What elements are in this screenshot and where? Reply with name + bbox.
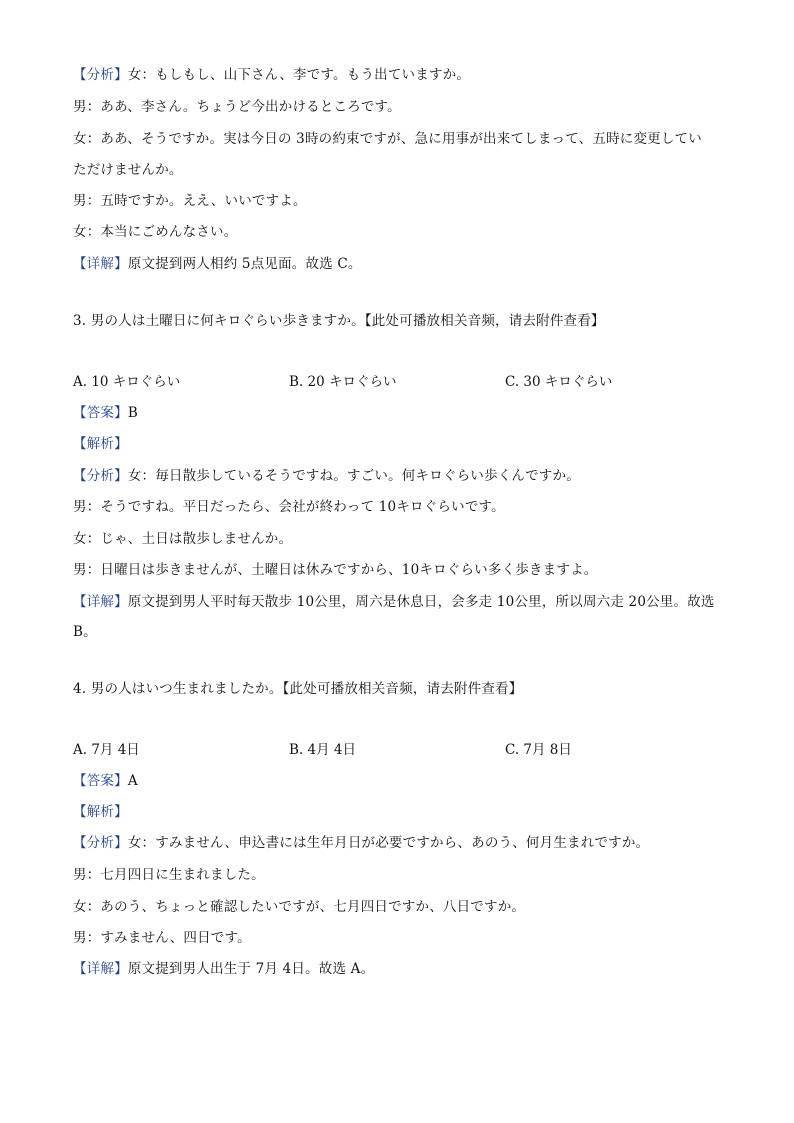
dialogue-line: ただけませんか。 <box>73 162 183 178</box>
dialogue-line: 女：あのう、ちょっと確認したいですが、七月四日ですか、八日ですか。 <box>73 899 526 915</box>
analysis-text: 女：毎日散歩しているそうですね。すごい。何キロぐらい歩くんですか。 <box>127 468 580 484</box>
detail-tag: 【详解】 <box>73 256 128 272</box>
detail-line <box>73 255 734 273</box>
option-b: B. 20 キロぐらい <box>289 374 397 390</box>
answer-tag: 【答案】 <box>73 405 128 421</box>
analysis-tag: 【分析】 <box>73 835 128 851</box>
question-3: 3. 男の人は土曜日に何キロぐらい歩きますか。【此处可播放相关音频，请去附件查看】 <box>73 313 605 329</box>
option-c: C. 7月 8日 <box>505 742 572 758</box>
explain-tag: 【解析】 <box>73 804 128 820</box>
dialogue-line: 女：じゃ、土日は散歩しませんか。 <box>73 531 293 547</box>
analysis-text: 女：すみません、申込書には生年月日が必要ですから、あのう、何月生まれですか。 <box>127 835 650 851</box>
analysis-line <box>73 66 734 84</box>
analysis-line <box>73 834 734 852</box>
detail-tag: 【详解】 <box>73 594 128 610</box>
question-4: 4. 男の人はいつ生まれましたか。【此处可播放相关音频，请去附件查看】 <box>73 681 523 697</box>
answer-tag: 【答案】 <box>73 773 128 789</box>
detail-line <box>73 960 734 978</box>
explain-tag: 【解析】 <box>73 436 128 452</box>
detail-continuation: B。 <box>73 624 97 640</box>
analysis-tag: 【分析】 <box>73 468 128 484</box>
option-b: B. 4月 4日 <box>289 742 356 758</box>
option-a: A. 10 キロぐらい <box>73 374 181 390</box>
analysis-text: 女：もしもし、山下さん、李です。もう出ていますか。 <box>127 67 471 83</box>
option-a: A. 7月 4日 <box>73 742 140 758</box>
answer-value: B <box>127 405 138 421</box>
detail-text: 原文提到男人出生于 7月 4日。故选 A。 <box>127 961 375 977</box>
dialogue-line: 男：ああ、李さん。ちょうど今出かけるところです。 <box>73 99 401 115</box>
option-c: C. 30 キロぐらい <box>505 374 613 390</box>
dialogue-line: 男：七月四日に生まれました。 <box>73 867 265 883</box>
analysis-line <box>73 467 734 485</box>
answer-line <box>73 772 734 790</box>
detail-text: 原文提到男人平时每天散步 10公里，周六是休息日，会多走 10公里，所以周六走 20公里。故选 <box>127 594 715 610</box>
dialogue-line: 男：すみません、四日です。 <box>73 930 251 946</box>
answer-line <box>73 404 734 422</box>
analysis-tag: 【分析】 <box>73 67 128 83</box>
dialogue-line: 男：日曜日は歩きませんが、土曜日は休みですから、10キロぐらい多く歩きますよ。 <box>73 562 598 578</box>
dialogue-line: 男：そうですね。平日だったら、会社が終わって 10キロぐらいです。 <box>73 499 505 515</box>
dialogue-line: 女：ああ、そうですか。実は今日の 3時の約束ですが、急に用事が出来てしまって、五時に変更してい <box>73 131 702 147</box>
detail-text: 原文提到两人相约 5点见面。故选 C。 <box>127 256 362 272</box>
detail-tag: 【详解】 <box>73 961 128 977</box>
dialogue-line: 女：本当にごめんなさい。 <box>73 224 238 240</box>
detail-line <box>73 593 734 611</box>
dialogue-line: 男：五時ですか。ええ、いいですよ。 <box>73 193 307 209</box>
answer-value: A <box>127 773 138 789</box>
